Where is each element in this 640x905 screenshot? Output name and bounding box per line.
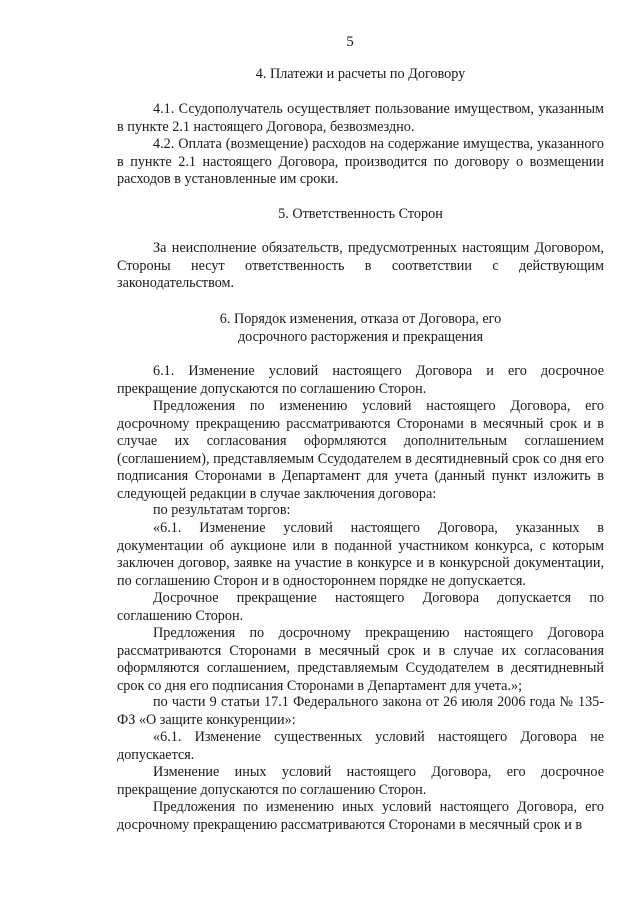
section-4-paragraph-1: 4.1. Ссудополучатель осуществляет пользование имуществом, указанным в пункте 2.1 настоящего Договора, безвозмездно. — [117, 101, 604, 135]
section-6-paragraph-5: Досрочное прекращение настоящего Договора допускается по соглашению Сторон. — [117, 590, 604, 624]
page-number: 5 — [346, 34, 354, 50]
section-6-paragraph-4: «6.1. Изменение условий настоящего Договора, указанных в документации об аукционе или в поданной участником конкурса, с которым заключен договор, заявке на участие в конкурсе и в конкурсной документации, по соглашению Сторон и в одностороннем порядке не допускается. — [117, 520, 604, 589]
section-6-title-line-2: досрочного расторжения и прекращения — [237, 329, 484, 345]
section-6-paragraph-10: Предложения по изменению иных условий настоящего Договора, его досрочному прекращению рассматриваются Сторонами в месячный срок и в — [117, 799, 604, 833]
section-6-paragraph-3: по результатам торгов: — [153, 502, 291, 518]
section-6-paragraph-2: Предложения по изменению условий настоящего Договора, его досрочному прекращению рассматриваются Сторонами в месячный срок и в случае их согласования оформляются дополнительным соглашением (соглашением), представляемым Ссудодателем в десятидневный срок со дня его подписания Сторонами в Департамент для учета (данный пункт изложить в следующей редакции в случае заключения договора: — [117, 398, 604, 502]
section-6-title-line-1: 6. Порядок изменения, отказа от Договора, его — [219, 311, 502, 327]
section-6-paragraph-9: Изменение иных условий настоящего Договора, его досрочное прекращение допускаются по соглашению Сторон. — [117, 764, 604, 798]
section-6-paragraph-7: по части 9 статьи 17.1 Федерального закона от 26 июля 2006 года № 135-ФЗ «О защите конкуренции»: — [117, 694, 604, 728]
section-5-paragraph-1: За неисполнение обязательств, предусмотренных настоящим Договором, Стороны несут ответственность в соответствии с действующим законодательством. — [117, 240, 604, 292]
section-5-title: 5. Ответственность Сторон — [278, 206, 443, 222]
section-4-paragraph-2: 4.2. Оплата (возмещение) расходов на содержание имущества, указанного в пункте 2.1 настоящего Договора, производится по договору о возмещении расходов в установленные им сроки. — [117, 136, 604, 188]
section-6-paragraph-1: 6.1. Изменение условий настоящего Договора и его досрочное прекращение допускаются по соглашению Сторон. — [117, 363, 604, 397]
section-4-title: 4. Платежи и расчеты по Договору — [255, 66, 466, 82]
section-6-paragraph-6: Предложения по досрочному прекращению настоящего Договора рассматриваются Сторонами в месячный срок и в случае их согласования оформляются соглашением, представляемым Ссудодателем в десятидневный срок со дня его подписания Сторонами в Департамент для учета.»; — [117, 625, 604, 694]
section-6-paragraph-8: «6.1. Изменение существенных условий настоящего Договора не допускается. — [117, 729, 604, 763]
